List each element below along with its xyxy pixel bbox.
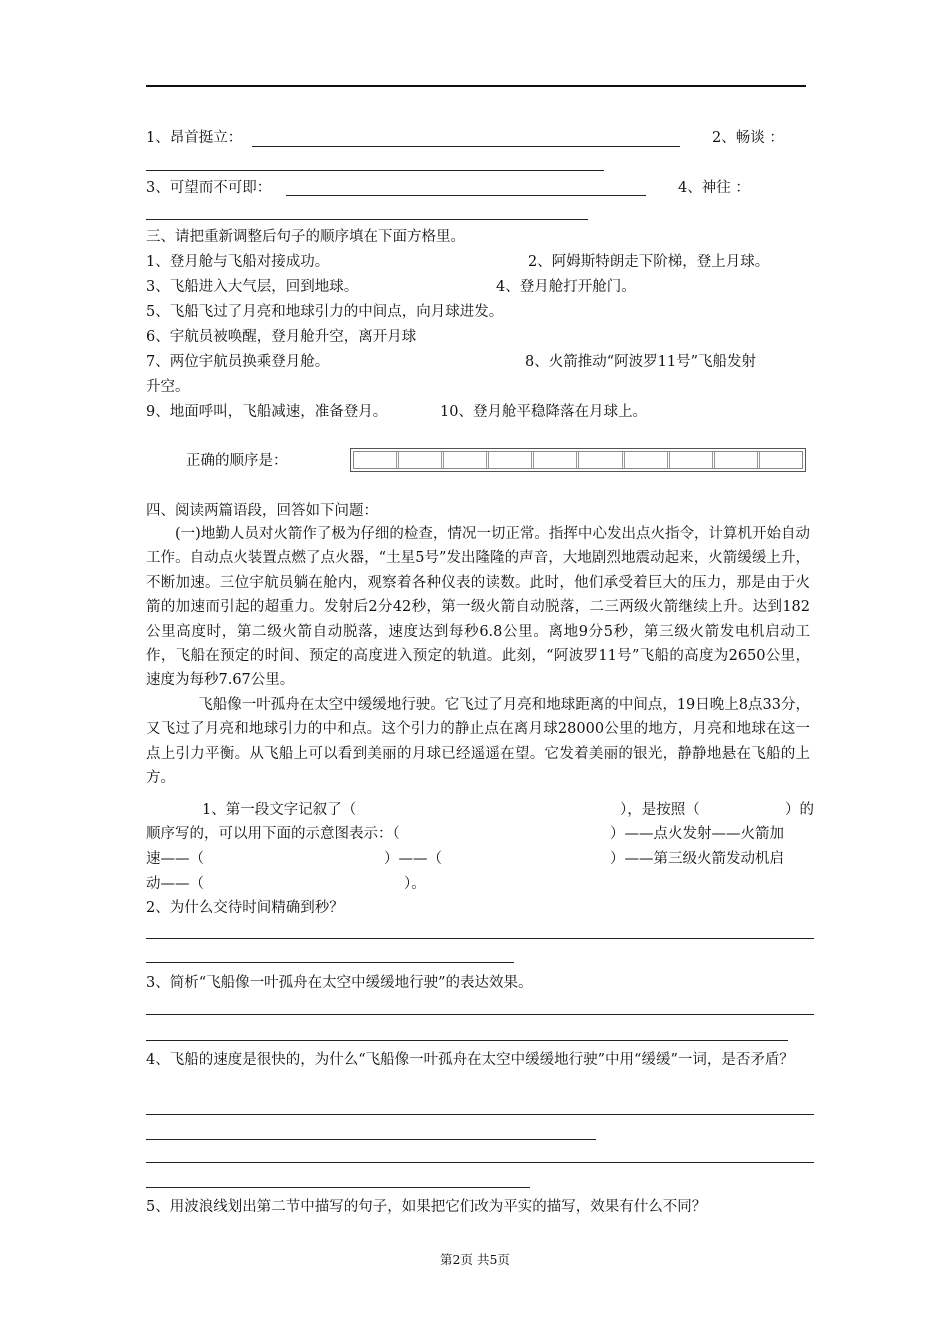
answer-line-changtan[interactable] <box>146 170 604 171</box>
q1-part-c: ）的 <box>785 802 814 818</box>
page-footer: 第2页 共5页 <box>440 1252 510 1267</box>
sentence-6: 6、宇航员被唤醒，登月舱升空，离开月球 <box>146 329 417 345</box>
order-answer-grid <box>350 448 806 472</box>
sentence-9: 9、地面呼叫，飞船减速，准备登月。 <box>146 404 388 420</box>
answer-line-q3-1[interactable] <box>146 1014 814 1015</box>
question-3: 3、简析“飞船像一叶孤舟在太空中缓缓地行驶”的表达效果。 <box>146 975 533 991</box>
answer-line-angshou[interactable] <box>252 146 680 147</box>
order-cell[interactable] <box>354 452 399 468</box>
q1-part-j: ）。 <box>404 876 426 892</box>
item-changtan: 2、畅谈 ： <box>712 130 784 146</box>
order-label: 正确的顺序是： <box>186 453 288 469</box>
order-cell[interactable] <box>489 452 534 468</box>
passage-paragraph-2: 飞船像一叶孤舟在太空中缓缓地行驶。它飞过了月亮和地球距离的中间点，19日晚上8点33分，又飞过了月亮和地球引力的中和点。这个引力的静止点在离月球28000公里的地方，月亮和地球在这一点上引力平衡。从飞船上可以看到美丽的月球已经遥遥在望。它发着美丽的银光，静静地悬在飞船的上方。 <box>146 696 810 787</box>
sentence-5: 5、飞船飞过了月亮和地球引力的中间点，向月球进发。 <box>146 304 504 320</box>
item-kewang: 3、可望而不可即： <box>146 180 272 196</box>
sentence-7: 7、两位宇航员换乘登月舱。 <box>146 354 330 370</box>
answer-line-shenwang[interactable] <box>146 219 588 220</box>
item-angshou: 1、昂首挺立： <box>146 130 243 146</box>
reading-passage <box>146 522 810 790</box>
q1-part-h: ）——第三级火箭发动机启 <box>610 851 784 867</box>
section-three-title: 三、请把重新调整后句子的顺序填在下面方格里。 <box>146 229 465 245</box>
q1-part-d: 顺序写的，可以用下面的示意图表示：（ <box>146 826 400 842</box>
q1-part-a: 1、第一段文字记叙了（ <box>202 802 357 818</box>
order-cell[interactable] <box>399 452 444 468</box>
question-4-text: 4、飞船的速度是很快的，为什么“飞船像一叶孤舟在太空中缓缓地行驶”中用“缓缓”一词，是否矛盾？ <box>146 1052 794 1068</box>
question-5: 5、用波浪线划出第二节中描写的句子，如果把它们改为平实的描写，效果有什么不同？ <box>146 1199 707 1215</box>
question-4 <box>146 1047 810 1073</box>
answer-line-q4-4[interactable] <box>146 1187 530 1188</box>
answer-line-kewang[interactable] <box>286 195 646 196</box>
answer-line-q4-2[interactable] <box>146 1139 596 1140</box>
q1-part-b: ），是按照（ <box>620 802 700 818</box>
sentence-3: 3、飞船进入大气层，回到地球。 <box>146 279 359 295</box>
order-cell[interactable] <box>444 452 489 468</box>
q1-part-e: ）——点火发射——火箭加 <box>610 826 784 842</box>
order-cell[interactable] <box>534 452 579 468</box>
answer-line-q3-2[interactable] <box>146 1040 788 1041</box>
section-four-title: 四、阅读两篇语段，回答如下问题： <box>146 503 378 519</box>
order-cell[interactable] <box>579 452 624 468</box>
answer-line-q2-1[interactable] <box>146 938 814 939</box>
answer-line-q4-1[interactable] <box>146 1114 814 1115</box>
sentence-10: 10、登月舱平稳降落在月球上。 <box>440 404 647 420</box>
sentence-1: 1、登月舱与飞船对接成功。 <box>146 254 330 270</box>
q1-part-i: 动——（ <box>146 876 204 892</box>
sentence-2: 2、阿姆斯特朗走下阶梯，登上月球。 <box>528 254 770 270</box>
q1-part-g: ）——（ <box>384 851 442 867</box>
question-2: 2、为什么交待时间精确到秒？ <box>146 900 344 916</box>
answer-line-q2-2[interactable] <box>146 962 514 963</box>
answer-line-top <box>146 85 806 87</box>
sentence-8-cont: 升空。 <box>146 379 190 395</box>
order-cell[interactable] <box>715 452 760 468</box>
order-cell[interactable] <box>760 452 802 468</box>
passage-paragraph-1: (一)地勤人员对火箭作了极为仔细的检查，情况一切正常。指挥中心发出点火指令，计算机开始自动工作。自动点火装置点燃了点火器，“土星5号”发出隆隆的声音，大地剧烈地震动起来，火箭缓缓上升，不断加速。三位宇航员躺在舱内，观察着各种仪表的读数。此时，他们承受着巨大的压力，那是由于火箭的加速而引起的超重力。发射后2分42秒，第一级火箭自动脱落，二三两级火箭继续上升。达到182公里高度时，第二级火箭自动脱落，速度达到每秒6.8公里。离地9分5秒，第三级火箭发电机启动工作，飞船在预定的时间、预定的高度进入预定的轨道。此刻，“阿波罗11号”飞船的高度为2650公里，速度为每秒7.67公里。 <box>146 526 810 689</box>
sentence-8: 8、火箭推动“阿波罗11号”飞船发射 <box>525 354 757 370</box>
order-cell[interactable] <box>625 452 670 468</box>
answer-line-q4-3[interactable] <box>146 1162 814 1163</box>
order-cell[interactable] <box>670 452 715 468</box>
q1-part-f: 速——（ <box>146 851 204 867</box>
item-shenwang: 4、神往 ： <box>678 180 750 196</box>
sentence-4: 4、登月舱打开舱门。 <box>496 279 636 295</box>
